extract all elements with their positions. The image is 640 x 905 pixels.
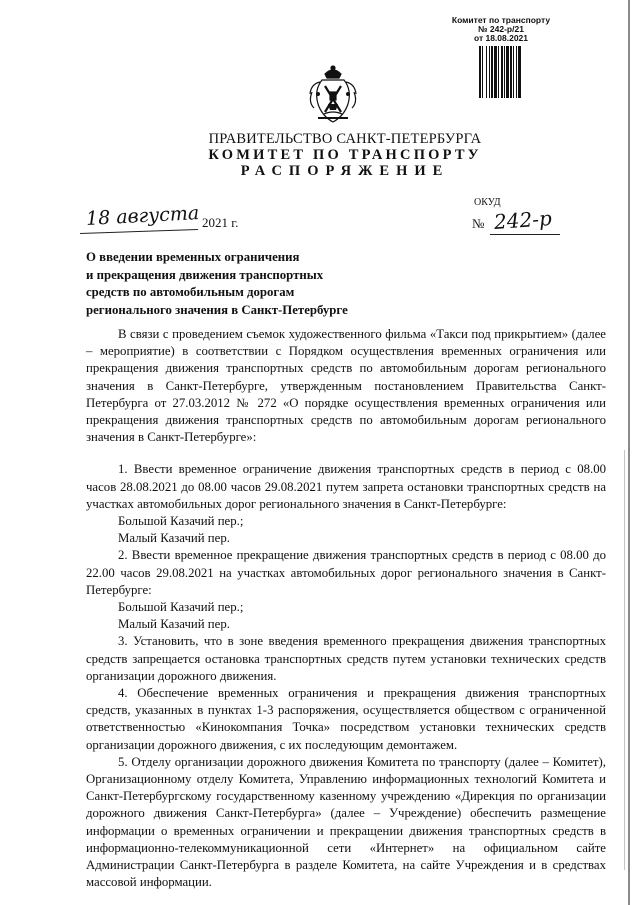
coat-of-arms-spb-icon	[308, 64, 358, 126]
clause-1-street-2: Малый Казачий пер.	[118, 531, 230, 546]
title-line: средств по автомобильным дорогам	[86, 285, 295, 299]
date-year: 2021 г.	[202, 215, 239, 230]
title-line: регионального значения в Санкт-Петербурге	[86, 302, 348, 317]
document-body	[86, 326, 606, 892]
government-heading: ПРАВИТЕЛЬСТВО САНКТ-ПЕТЕРБУРГА	[208, 131, 482, 147]
title-line: и прекращения движения транспортных	[86, 267, 324, 282]
title-line: О введении временных ограничения	[86, 250, 300, 264]
clause-4: 4. Обеспечение временных ограничения и прекращения движения транспортных средств, указанных в пунктах 1-3 распоряжения, осуществляется обществом с ограниченной ответственностью «Кинокомпания Точка» посредством установки технических средств организации дорожного движения, с их последующим демонтажем.	[86, 686, 606, 752]
clause-1: 1. Ввести временное ограничение движения транспортных средств в период с 08.00 часов 28.08.2021 до 08.00 часов 29.08.2021 путем запрета остановки транспортных средств на участках автомобильных дорог регионального значения в Санкт-Петербурге:	[86, 462, 606, 511]
handwritten-date: 18 августа	[85, 202, 200, 230]
handwritten-number: 242-р	[493, 206, 553, 234]
clause-5: 5. Отделу организации дорожного движения Комитета по транспорту (далее – Комитет), Организационному отделу Комитета, Управлению информационных технологий Комитета и Санкт-Петербургскому государственному казенному учреждению «Дирекция по организации дорожного движения Санкт-Петербурга» (далее – Учреждение) обеспечить размещение информации о временных ограничении и прекращении движения транспортных средств в информационно-телекоммуникационной сети «Интернет» на официальном сайте Администрации Санкт-Петербурга в разделе Комитета, на сайте Учреждения и в средствах массовой информации.	[86, 754, 606, 890]
registration-stamp	[446, 16, 556, 98]
number-sign: №	[472, 216, 485, 231]
clause-2-street-2: Малый Казачий пер.	[118, 617, 230, 632]
barcode-icon	[468, 46, 534, 98]
document-title	[86, 249, 348, 319]
date-underline	[80, 229, 198, 234]
clause-2: 2. Ввести временное прекращение движения транспортных средств в период с 08.00 до 22.00 часов 29.08.2021 на участках автомобильных дорог регионального значения в Санкт-Петербурге:	[86, 548, 606, 597]
number-underline	[490, 234, 560, 235]
committee-heading: КОМИТЕТ ПО ТРАНСПОРТУ	[208, 147, 482, 163]
clause-2-street-1: Большой Казачий пер.;	[118, 600, 244, 615]
stamp-number: № 242-р/21	[478, 24, 524, 34]
stamp-date: от 18.08.2021	[473, 33, 529, 43]
clause-1-street-1: Большой Казачий пер.;	[118, 514, 244, 529]
stamp-committee: Комитет по транспорту	[451, 15, 551, 25]
document-type-heading: РАСПОРЯЖЕНИЕ	[240, 163, 450, 179]
preamble-paragraph: В связи с проведением съемок художественного фильма «Такси под прикрытием» (далее – мероприятие) в соответствии с Порядком осуществления временных ограничения или прекращения движения транспортных средств по автомобильным дорогам регионального значения в Санкт-Петербурге, утвержденным постановлением Правительства Санкт-Петербурга от 27.03.2012 № 272 «О порядке осуществления временных ограничения или прекращения движения транспортных средств по автомобильным дорогам регионального значения в Санкт-Петербурге»:	[86, 327, 606, 445]
okud-label: ОКУД	[474, 197, 501, 208]
scan-edge-line	[624, 450, 625, 870]
clause-3: 3. Установить, что в зоне введения временного прекращения движения транспортных средств запрещается остановка транспортных средств путем установки технических средств организации дорожного движения.	[86, 634, 606, 683]
